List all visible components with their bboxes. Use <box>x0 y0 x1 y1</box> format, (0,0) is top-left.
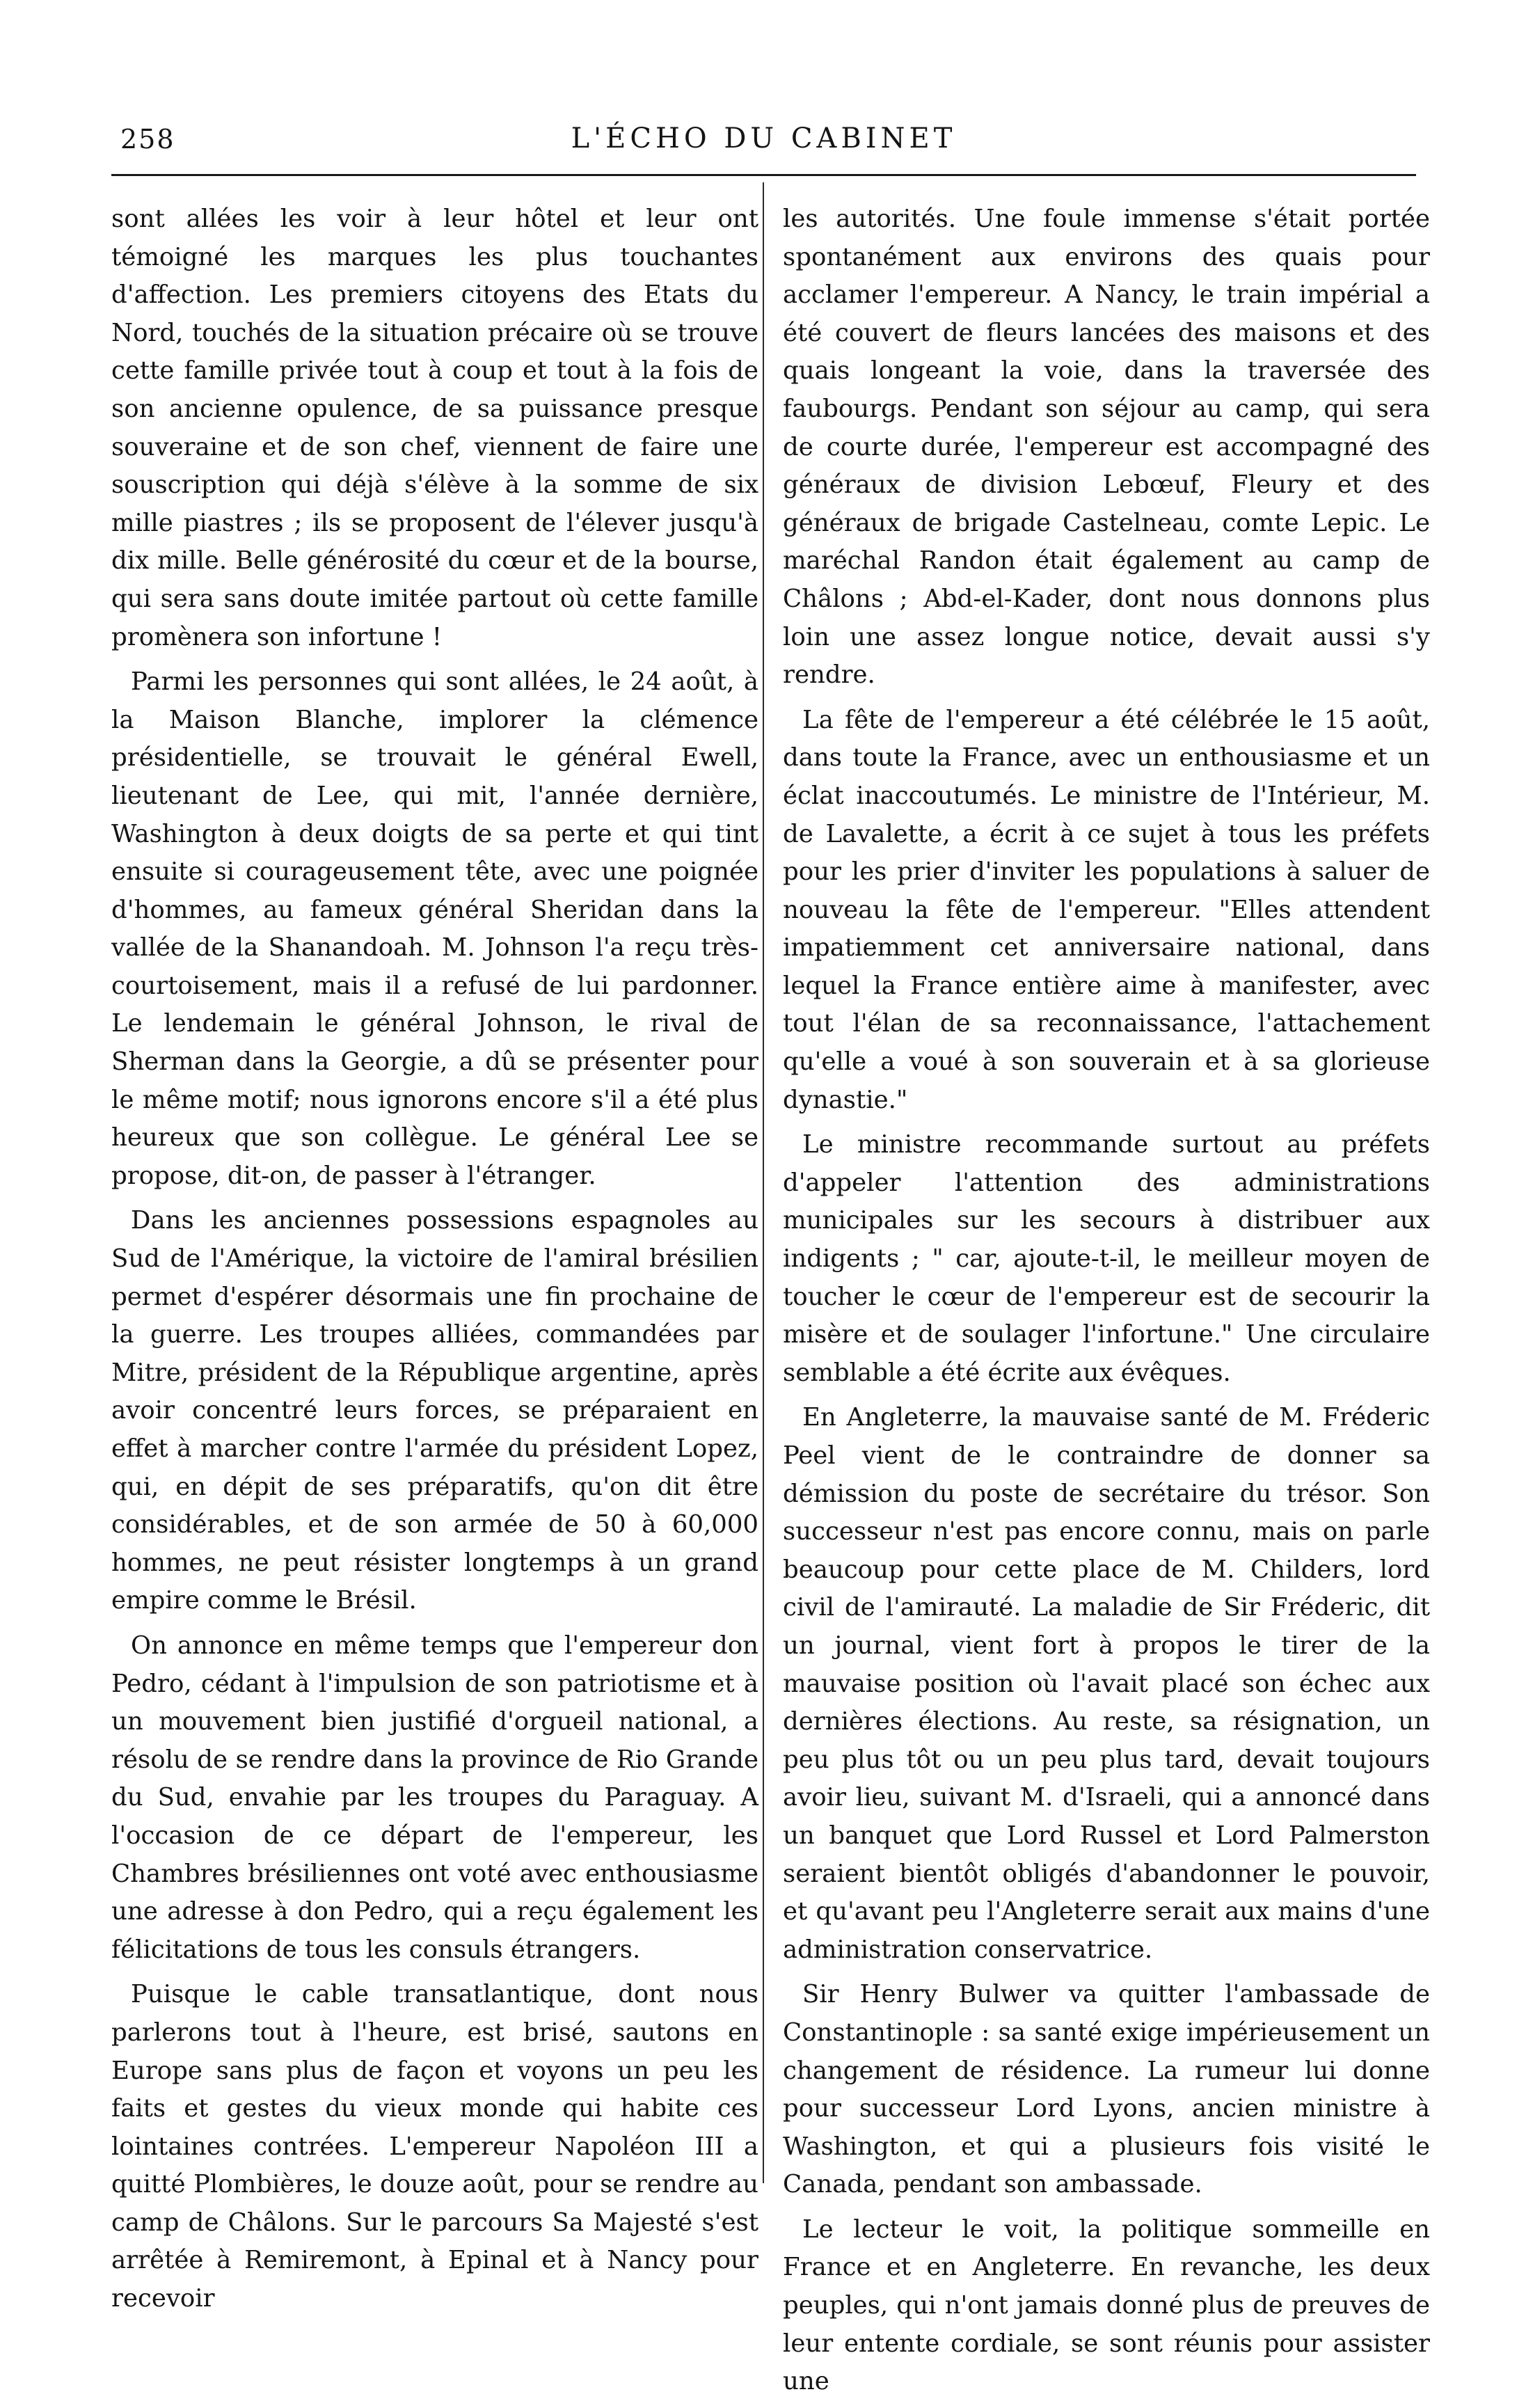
paragraph: Le lecteur le voit, la politique sommeille en France et en Angleterre. En revanche, les deux peuples, qui n'ont jamais donné plus de preuves de leur entente cordiale, se sont réunis pour assister une <box>783 2215 1430 2396</box>
left-column <box>111 200 758 2325</box>
paragraph: Puisque le cable transatlantique, dont nous parlerons tout à l'heure, est brisé, sautons en Europe sans plus de façon et voyons un peu les faits et gestes du vieux monde qui habite ces lointaines contrées. L'empereur Napoléon III a quitté Plombières, le douze août, pour se rendre au camp de Châlons. Sur le parcours Sa Majesté s'est arrêtée à Remiremont, à Epinal et à Nancy pour recevoir <box>111 1980 758 2313</box>
journal-title: L'ÉCHO DU CABINET <box>571 122 957 155</box>
paragraph: Sir Henry Bulwer va quitter l'ambassade de Constantinople : sa santé exige impérieusement un changement de résidence. La rumeur lui donne pour successeur Lord Lyons, ancien ministre à Washington, et qui a plusieurs fois visité le Canada, pendant son ambassade. <box>783 1980 1430 2199</box>
page-header <box>115 118 1413 167</box>
paragraph: les autorités. Une foule immense s'était portée spontanément aux environs des quais pour acclamer l'empereur. A Nancy, le train impérial a été couvert de fleurs lancées des maisons et des quais longeant la voie, dans la traversée des faubourgs. Pendant son séjour au camp, qui sera de courte durée, l'empereur est accompagné des généraux de division Lebœuf, Fleury et des généraux de brigade Castelneau, comte Lepic. Le maréchal Randon était également au camp de Châlons ; Abd-el-Kader, dont nous donnons plus loin une assez longue notice, devait aussi s'y rendre. <box>783 205 1430 690</box>
paragraph: Parmi les personnes qui sont allées, le 24 août, à la Maison Blanche, implorer la clémence présidentielle, se trouvait le général Ewell, lieutenant de Lee, qui mit, l'année dernière, Washington à deux doigts de sa perte et qui tint ensuite si courageusement tête, avec une poignée d'hommes, au fameux général Sheridan dans la vallée de la Shanandoah. M. Johnson l'a reçu très-courtoisement, mais il a refusé de lui pardonner. Le lendemain le général Johnson, le rival de Sherman dans la Georgie, a dû se présenter pour le même motif; nous ignorons encore s'il a été plus heureux que son collègue. Le général Lee se propose, dit-on, de passer à l'étranger. <box>111 667 758 1190</box>
right-column <box>783 200 1430 2408</box>
page-number: 258 <box>120 124 175 155</box>
column-rule <box>763 182 764 2183</box>
paragraph: En Angleterre, la mauvaise santé de M. Fréderic Peel vient de le contraindre de donner sa démission du poste de secrétaire du trésor. Son successeur n'est pas encore connu, mais on parle beaucoup pour cette place de M. Childers, lord civil de l'amirauté. La maladie de Sir Fréderic, dit un journal, vient fort à propos le tirer de la mauvaise position où l'avait placé son échec aux dernières élections. Au reste, sa résignation, un peu plus tôt ou un peu plus tard, devait toujours avoir lieu, suivant M. d'Israeli, qui a annoncé dans un banquet que Lord Russel et Lord Palmerston seraient bientôt obligés d'abandonner le pouvoir, et qu'avant peu l'Angleterre serait aux mains d'une administration conservatrice. <box>783 1403 1430 1964</box>
paragraph: On annonce en même temps que l'empereur don Pedro, cédant à l'impulsion de son patriotisme et à un mouvement bien justifié d'orgueil national, a résolu de se rendre dans la province de Rio Grande du Sud, envahie par les troupes du Paraguay. A l'occasion de ce départ de l'empereur, les Chambres brésiliennes ont voté avec enthousiasme une adresse à don Pedro, qui a reçu également les félicitations de tous les consuls étrangers. <box>111 1631 758 1964</box>
paragraph: sont allées les voir à leur hôtel et leur ont témoigné les marques les plus touchantes d'affection. Les premiers citoyens des Etats du Nord, touchés de la situation précaire où se trouve cette famille privée tout à coup et tout à la fois de son ancienne opulence, de sa puissance presque souveraine et de son chef, viennent de faire une souscription qui déjà s'élève à la somme de six mille piastres ; ils se proposent de l'élever jusqu'à dix mille. Belle générosité du cœur et de la bourse, qui sera sans doute imitée partout où cette famille promènera son infortune ! <box>111 205 758 651</box>
paragraph: Dans les anciennes possessions espagnoles au Sud de l'Amérique, la victoire de l'amiral brésilien permet d'espérer désormais une fin prochaine de la guerre. Les troupes alliées, commandées par Mitre, président de la République argentine, après avoir concentré leurs forces, se préparaient en effet à marcher contre l'armée du président Lopez, qui, en dépit de ses préparatifs, qu'on dit être considérables, et de son armée de 50 à 60,000 hommes, ne peut résister longtemps à un grand empire comme le Brésil. <box>111 1206 758 1615</box>
paragraph: Le ministre recommande surtout au préfets d'appeler l'attention des administrations municipales sur les secours à distribuer aux indigents ; " car, ajoute-t-il, le meilleur moyen de toucher le cœur de l'empereur est de secourir la misère et de soulager l'infortune." Une circulaire semblable a été écrite aux évêques. <box>783 1130 1430 1387</box>
header-rule <box>111 174 1416 176</box>
paragraph: La fête de l'empereur a été célébrée le 15 août, dans toute la France, avec un enthousiasme et un éclat inaccoutumés. Le ministre de l'Intérieur, M. de Lavalette, a écrit à ce sujet à tous les préfets pour les prier d'inviter les populations à saluer de nouveau la fête de l'empereur. "Elles attendent impatiemment cet anniversaire national, dans lequel la France entière aime à manifester, avec tout l'élan de sa reconnaissance, l'attachement qu'elle a voué à son souverain et à sa glorieuse dynastie." <box>783 705 1430 1114</box>
